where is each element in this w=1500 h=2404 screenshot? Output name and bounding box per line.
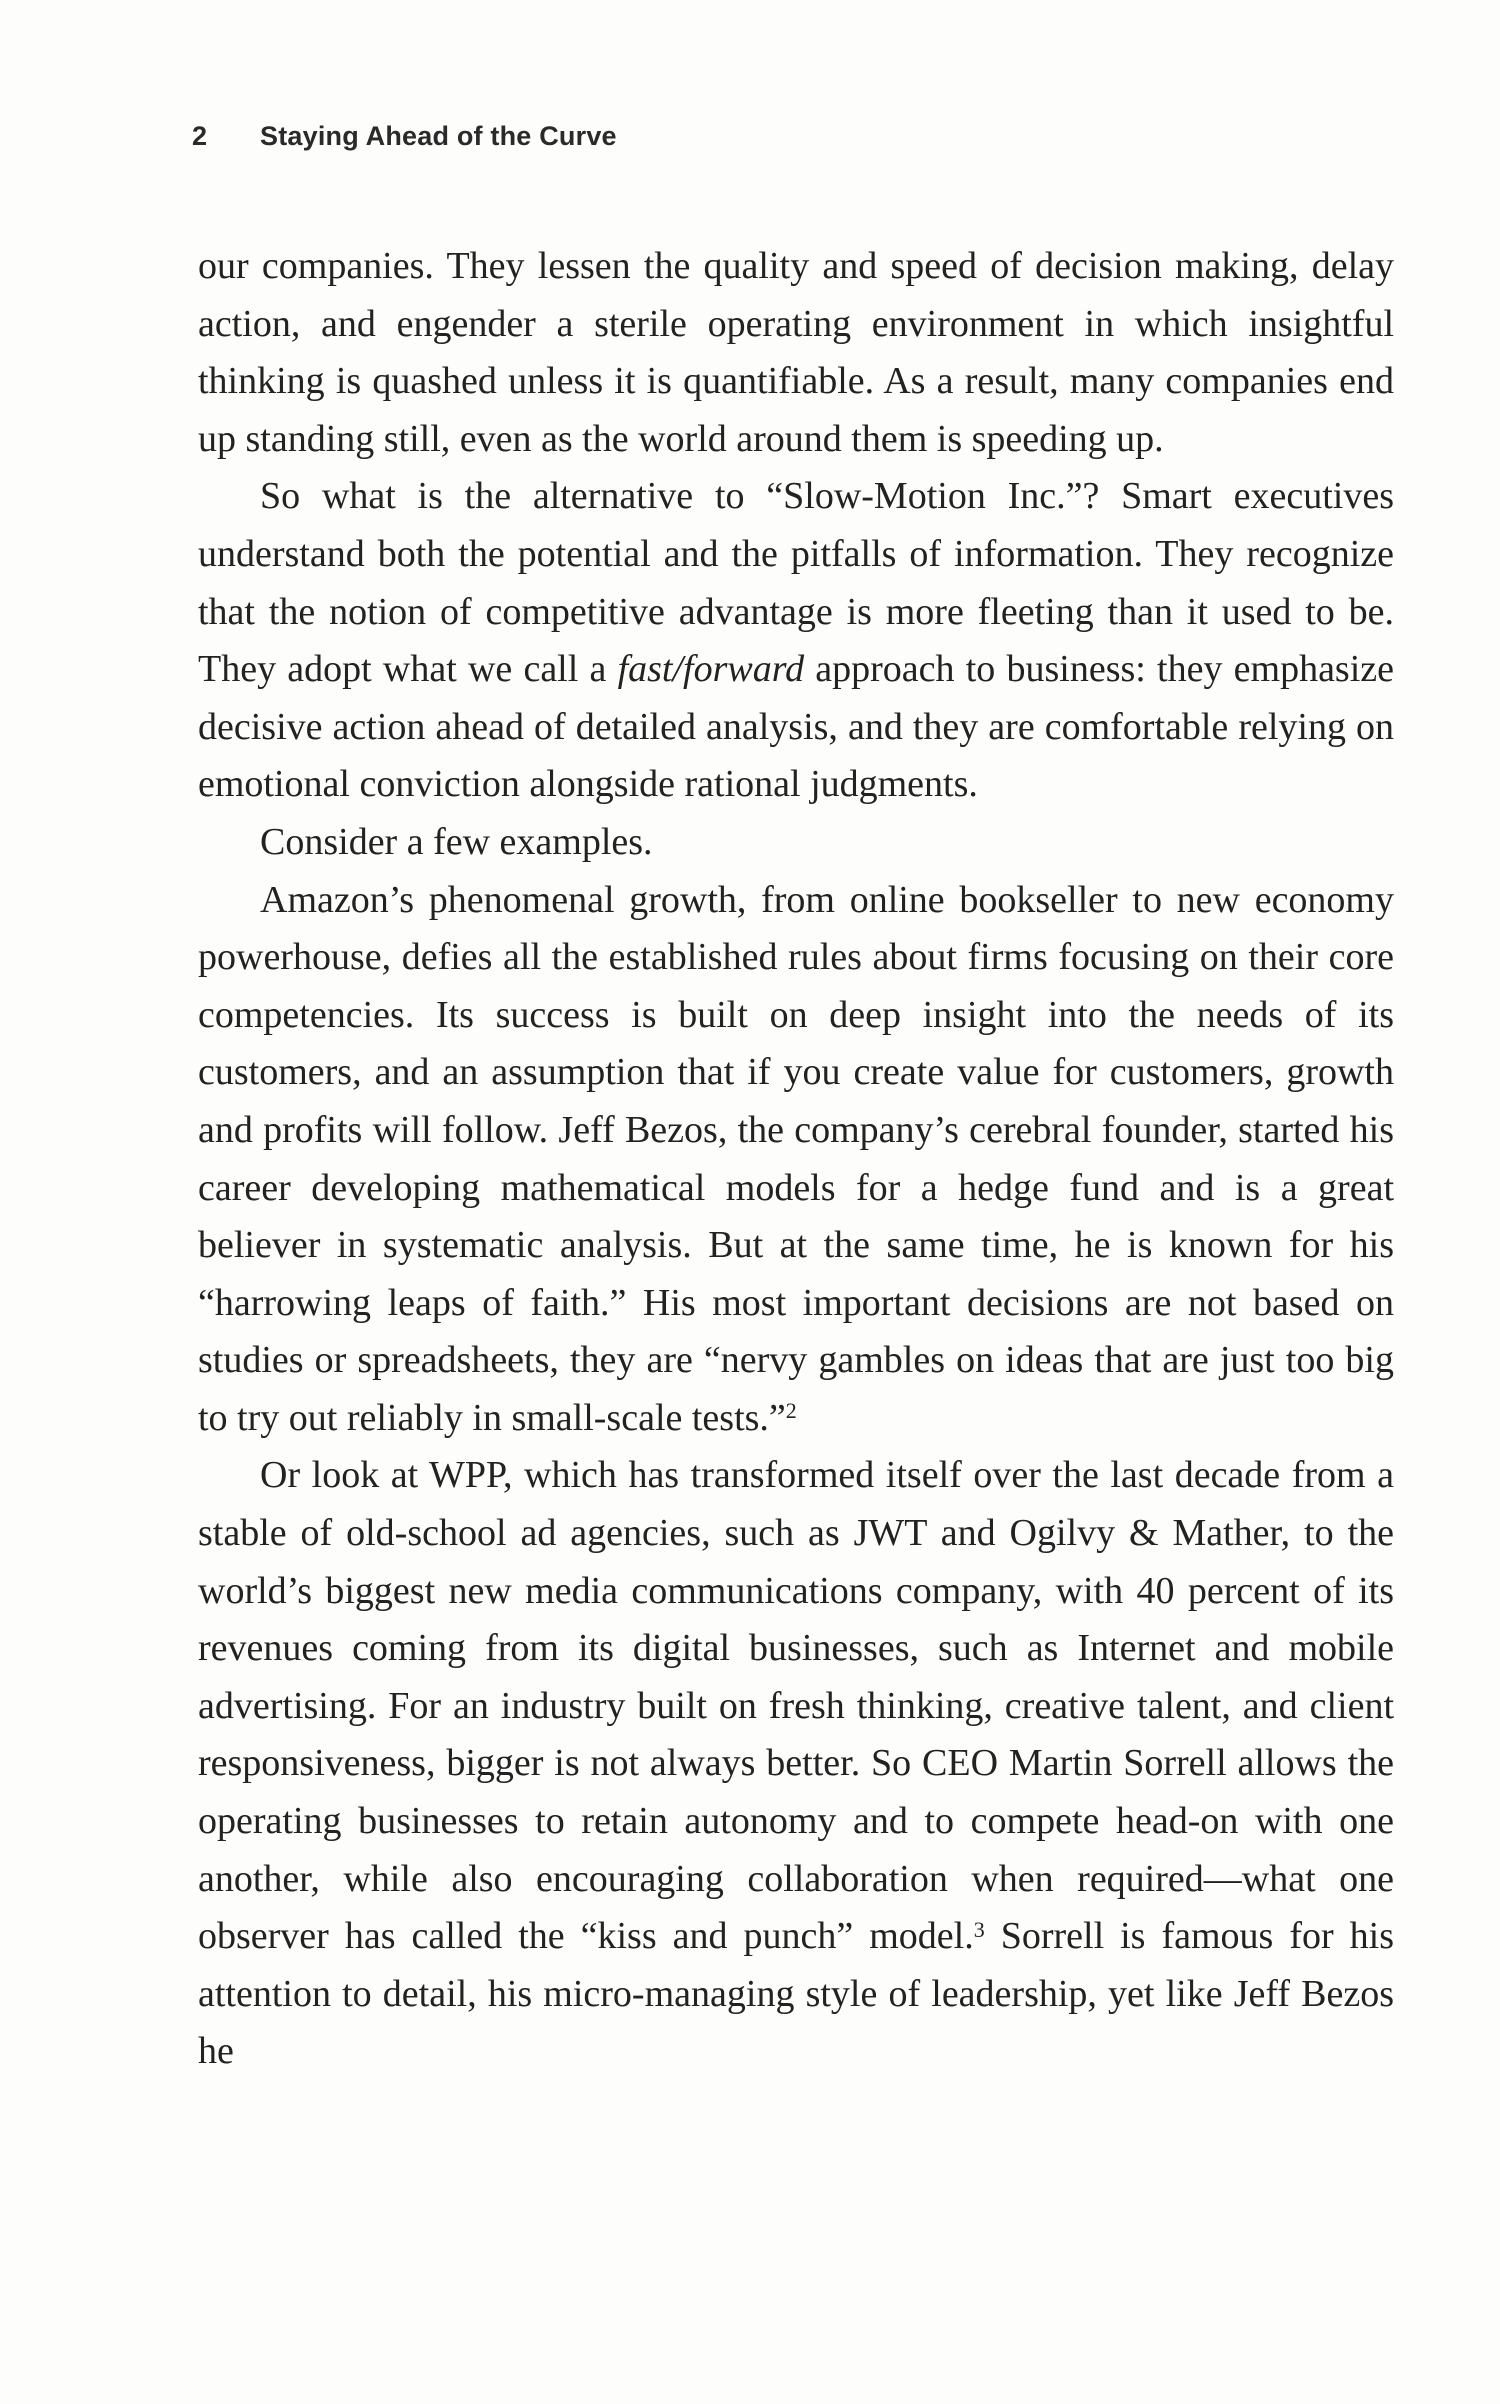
paragraph-1-text: our companies. They lessen the quality and speed of decision making, delay action, and engender a sterile operating environment in which insightful thinking is quashed unless it is quantifiable. As a result, many companies end up standing still, even as the world around them is speeding up. [198,245,1394,460]
fast-forward-term: fast/forward [617,648,805,691]
footnote-ref-2: 2 [785,1398,797,1424]
paragraph-1 [198,238,1394,468]
running-head [192,116,617,156]
paragraph-2-text-after: approach to business: they emphasize decisive action ahead of detailed analysis, and they are comfortable relying on emotional conviction alongside rational judgments. [198,648,1395,806]
paragraph-5-text-before: Or look at WPP, which has transformed itself over the last decade from a stable of old-school ad agencies, such as JWT and Ogilvy & Mather, to the world’s biggest new media communications company, with 40 percent of its revenues coming from its digital businesses, such as Internet and mobile advertising. For an industry built on fresh thinking, creative talent, and client responsiveness, bigger is not always better. So CEO Martin Sorrell allows the operating businesses to retain autonomy and to compete head-on with one another, while also encouraging collaboration when required—what one observer has called the “kiss and punch” model. [198,1454,1394,1958]
paragraph-3-text: Consider a few examples. [260,820,653,863]
footnote-ref-3: 3 [973,1916,985,1942]
page-number: 2 [192,120,208,151]
body-text [198,238,1394,2081]
paragraph-5-text-after: Sorrell is famous for his attention to detail, his micro-managing style of leadership, yet like Jeff Bezos he [198,1915,1394,2073]
paragraph-4-text: Amazon’s phenomenal growth, from online bookseller to new economy powerhouse, defies all the established rules about firms focusing on their core competencies. Its success is built on deep insight into the needs of its customers, and an assumption that if you create value for customers, growth and profits will follow. Jeff Bezos, the company’s cerebral founder, started his career developing mathematical models for a hedge fund and is a great believer in systematic analysis. But at the same time, he is known for his “harrowing leaps of faith.” His most important decisions are not based on studies or spreadsheets, they are “nervy gambles on ideas that are just too big to try out reliably in small-scale tests.” [198,878,1394,1439]
paragraph-3 [198,814,1394,872]
paragraph-4 [198,872,1394,1448]
paragraph-2-text-before: So what is the alternative to “Slow-Motion Inc.”? Smart executives understand both the potential and the pitfalls of information. They recognize that the notion of competitive advantage is more fleeting than it used to be. They adopt what we call a [198,475,1394,691]
paragraph-2 [198,468,1394,814]
paragraph-5 [198,1447,1394,2081]
running-title: Staying Ahead of the Curve [260,120,617,151]
